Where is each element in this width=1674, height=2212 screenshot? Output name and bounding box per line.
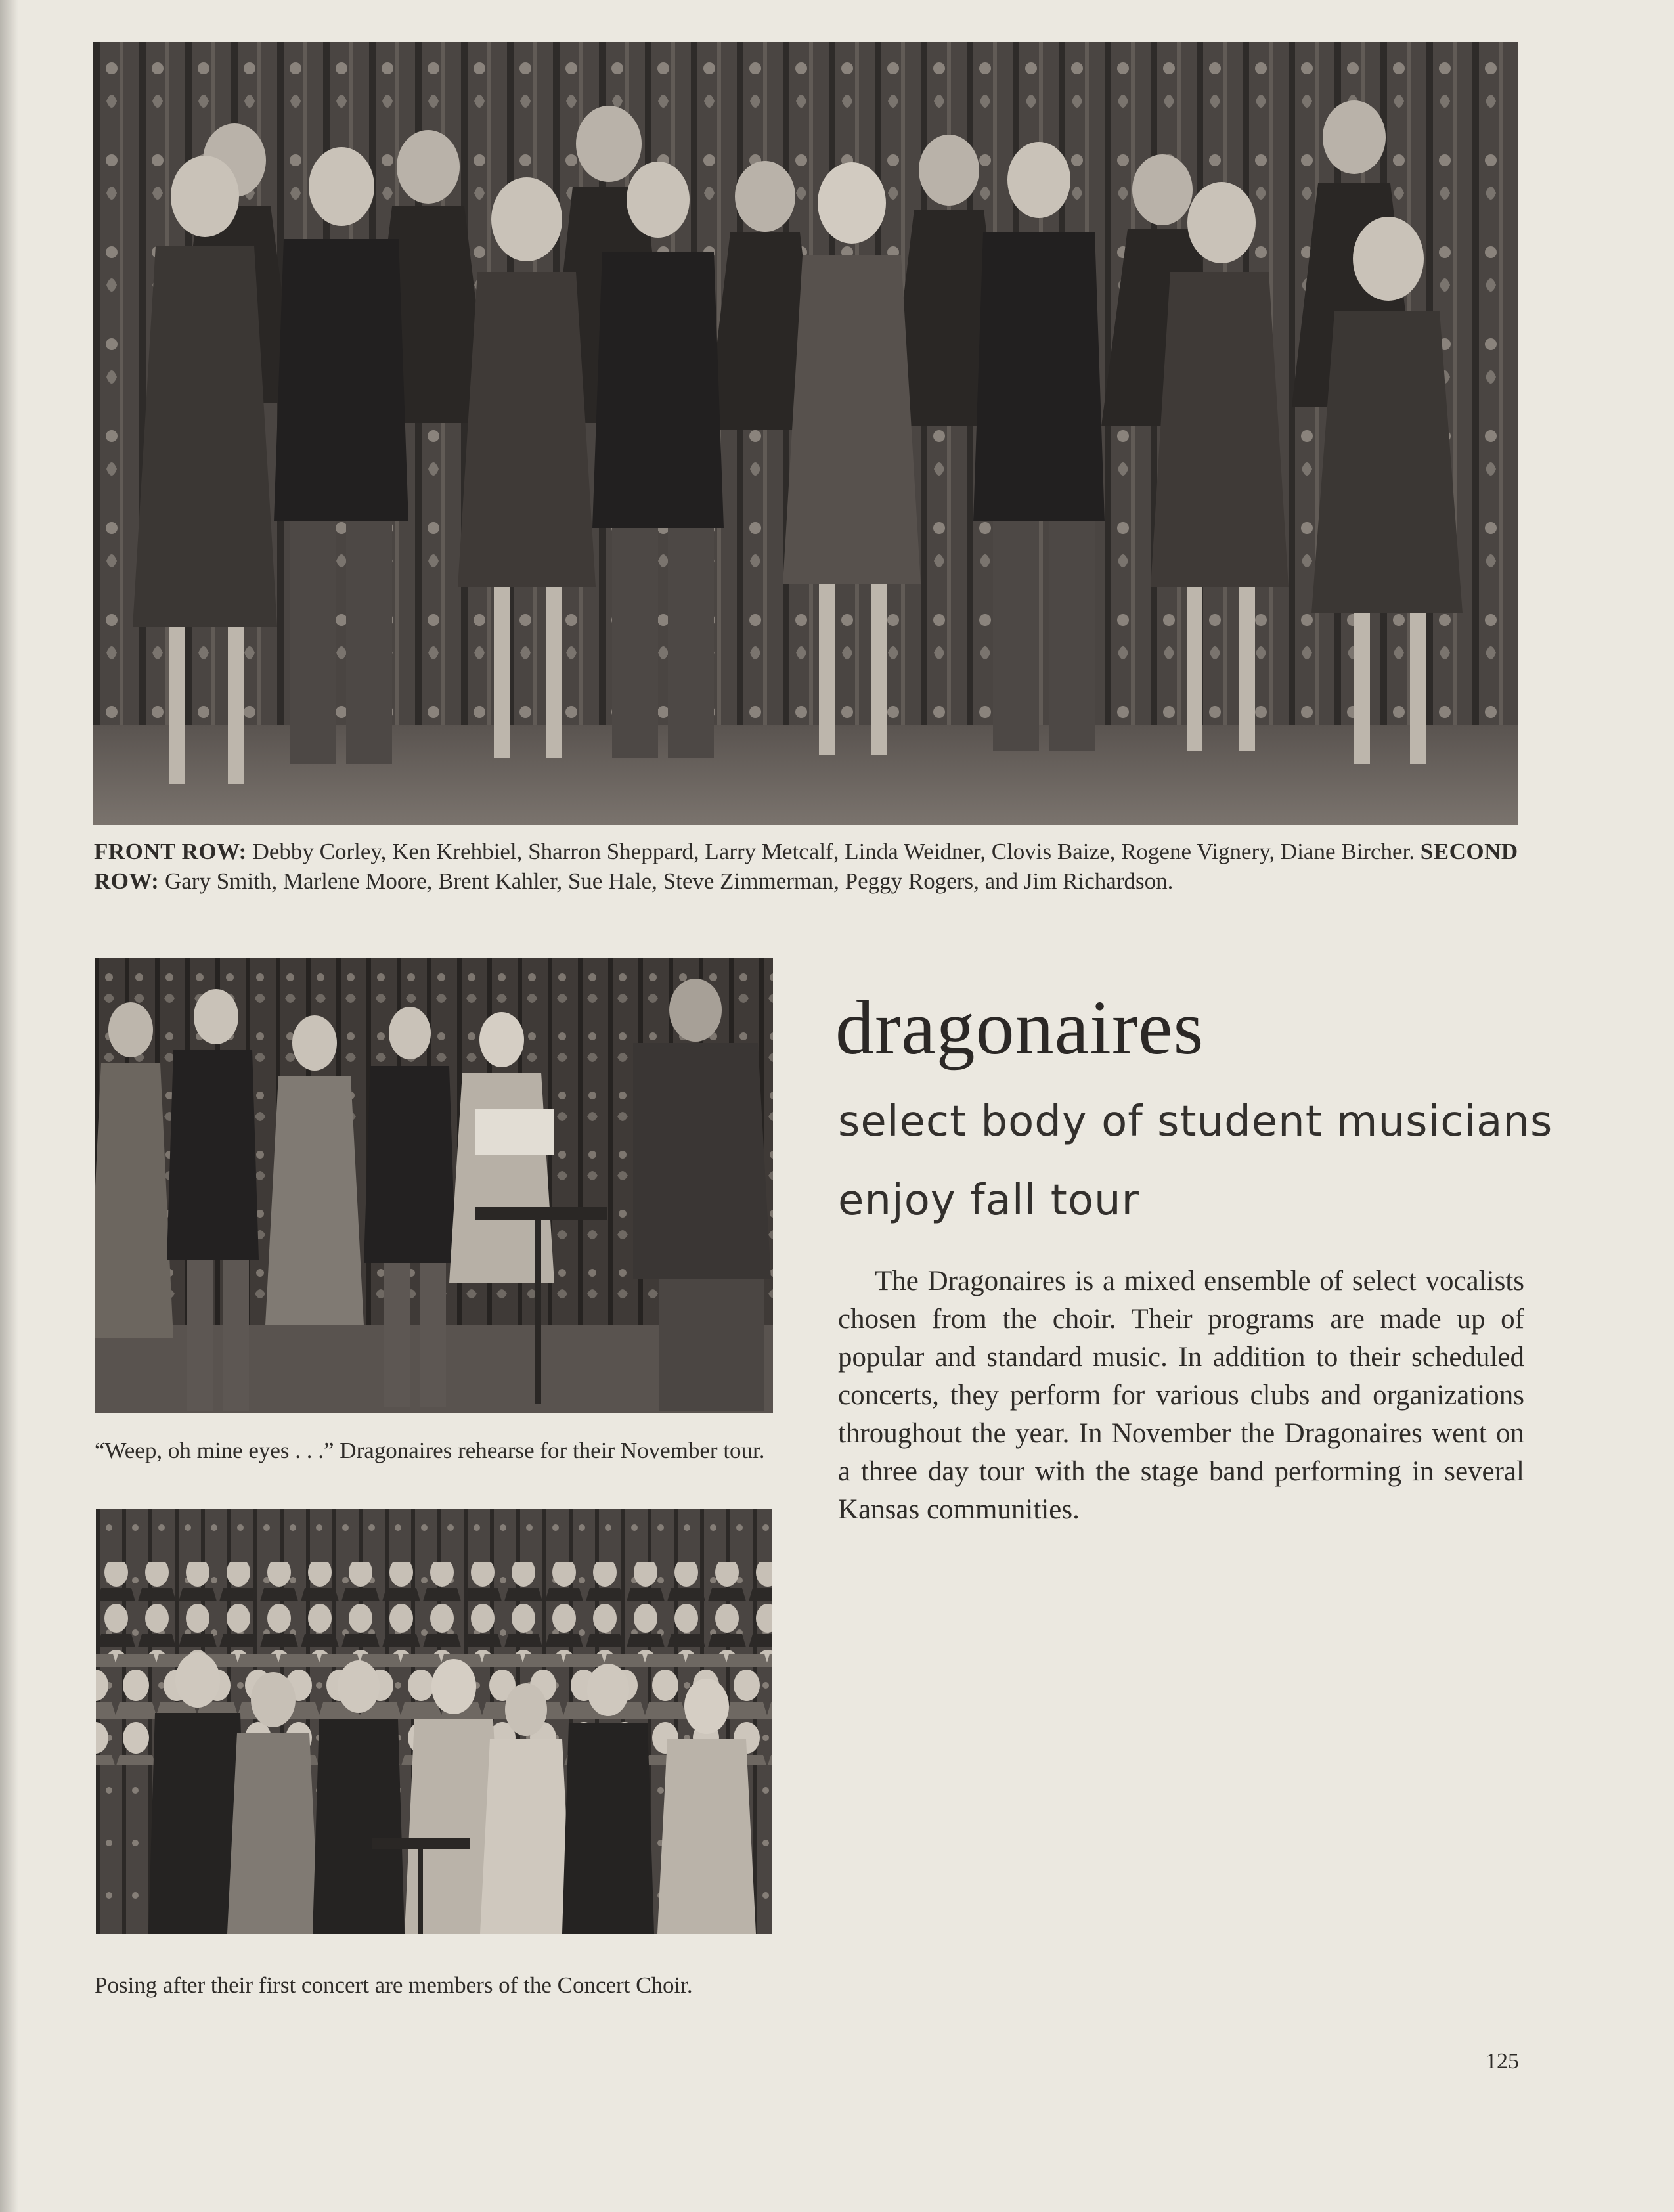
article-body: The Dragonaires is a mixed ensemble of select vocalists chosen from the choir. Their programs are made up of popular and standard music. In addition to their scheduled concerts, they perform for various clubs and organizations throughout the year. In November the Dragonaires went on a three day tour with the stage band performing in several Kansas communities.	[838, 1266, 1524, 1525]
group-portrait-caption	[94, 837, 1522, 896]
second-row-names: Gary Smith, Marlene Moore, Brent Kahler, Sue Hale, Steve Zimmerman, Peggy Rogers, and Jim Richardson.	[159, 868, 1174, 894]
page-number: 125	[1486, 2049, 1519, 2073]
rehearsal-photo	[95, 958, 773, 1413]
front-row-label: FRONT ROW:	[94, 839, 247, 864]
article-title: dragonaires	[835, 984, 1204, 1071]
page-binding-shadow	[0, 0, 18, 2212]
article-subtitle-line2: enjoy fall tour	[838, 1176, 1139, 1225]
group-portrait-photo	[93, 42, 1518, 825]
concert-choir-photo	[96, 1509, 772, 1934]
concert-choir-caption: Posing after their first concert are members of the Concert Choir.	[95, 1972, 693, 1998]
second-row-label: SECOND ROW:	[94, 839, 1518, 894]
front-row-names: Debby Corley, Ken Krehbiel, Sharron Sheppard, Larry Metcalf, Linda Weidner, Clovis Baize, Rogene Vignery, Diane Bircher.	[246, 839, 1421, 864]
article-subtitle-line1: select body of student musicians	[838, 1097, 1553, 1146]
rehearsal-caption: “Weep, oh mine eyes . . .” Dragonaires rehearse for their November tour.	[95, 1438, 765, 1463]
